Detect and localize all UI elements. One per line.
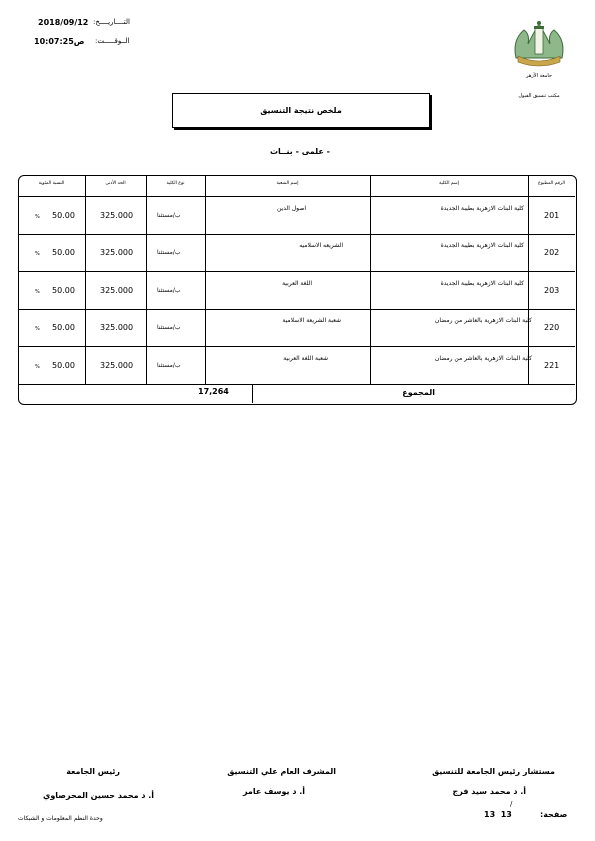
row-percent-sign: % — [35, 251, 40, 257]
page-separator: / — [510, 800, 513, 808]
col-divider — [370, 175, 371, 384]
unit-name: وحدة النظم المعلومات و الشبكات — [18, 815, 103, 822]
page-number — [484, 810, 512, 819]
col-divider — [85, 175, 86, 384]
row-divider — [18, 384, 575, 385]
signature-title: رئيس الجامعة — [66, 767, 120, 776]
total-label: المجموع — [402, 388, 435, 397]
row-type: ب/مستثنا — [157, 287, 181, 294]
row-college: كلية البنات الازهرية بطيبة الجديدة — [440, 280, 524, 287]
row-min: 325.000 — [100, 248, 134, 257]
date-value: 2018/09/12 — [38, 18, 89, 27]
page-total: 13 — [484, 810, 496, 819]
signature-name: أ. د يوسف عامر — [242, 787, 305, 796]
row-division: شعبة الشريعة الاسلامية — [282, 317, 341, 324]
col-divider — [146, 175, 147, 384]
report-subtitle: - علمى - بنــات — [270, 147, 330, 156]
row-type: ب/مستثنا — [157, 212, 181, 219]
row-divider — [18, 346, 575, 347]
row-min: 325.000 — [100, 361, 134, 370]
row-divider — [18, 271, 575, 272]
row-code: 202 — [544, 248, 560, 257]
row-divider — [18, 309, 575, 310]
row-percent: 50.00 — [52, 248, 75, 257]
time-label: الــوقـــــت: — [95, 37, 130, 45]
row-min: 325.000 — [100, 323, 134, 332]
header-code: الرقم المطبوع — [538, 181, 565, 186]
row-min: 325.000 — [100, 211, 134, 220]
row-percent: 50.00 — [52, 323, 75, 332]
row-division: اللغة العربية — [282, 280, 312, 287]
signature-name: أ. د محمد حسين المحرصاوي — [43, 791, 154, 800]
row-percent-sign: % — [35, 326, 40, 332]
total-divider — [252, 384, 253, 403]
row-percent: 50.00 — [52, 361, 75, 370]
row-college: كلية البنات الازهرية بطيبة الجديدة — [440, 205, 524, 212]
row-college: كلية البنات الازهرية بالعاشر من رمضان — [434, 355, 532, 362]
row-type: ب/مستثنا — [157, 324, 181, 331]
row-percent-sign: % — [35, 364, 40, 370]
row-code: 220 — [544, 323, 560, 332]
row-code: 221 — [544, 361, 560, 370]
logo-caption-1: جامعة الأزهر — [525, 73, 553, 79]
row-percent-sign: % — [35, 214, 40, 220]
signature-title: المشرف العام علي التنسيق — [227, 767, 336, 776]
logo-caption-2: مكتب تنسيق القبول — [518, 93, 560, 99]
signature-title: مستشار رئيس الجامعة للتنسيق — [432, 767, 555, 776]
row-college: كلية البنات الازهرية بالعاشر من رمضان — [434, 317, 532, 324]
page-current: 13 — [500, 810, 512, 819]
row-code: 203 — [544, 286, 560, 295]
row-type: ب/مستثنا — [157, 249, 181, 256]
row-min: 325.000 — [100, 286, 134, 295]
row-division: شعبة اللغة العربية — [283, 355, 328, 362]
header-type: نوع الكلية — [166, 181, 185, 186]
time-value: ص10:07:25 — [34, 37, 85, 46]
row-divider — [18, 234, 575, 235]
col-divider — [205, 175, 206, 384]
row-percent-sign: % — [35, 289, 40, 295]
header-min: الحد الأدنى — [105, 181, 126, 186]
row-percent: 50.00 — [52, 211, 75, 220]
col-divider — [528, 175, 529, 384]
header-divider — [18, 196, 575, 197]
emblem-icon — [510, 18, 568, 70]
row-division: اصول الدين — [276, 205, 306, 212]
header-division: إسم الشعبة — [276, 181, 299, 186]
report-title-text: ملخص نتيجة التنسيق — [260, 106, 342, 115]
page-label: صفحة: — [540, 810, 568, 819]
row-college: كلية البنات الازهرية بطيبة الجديدة — [440, 242, 524, 249]
row-type: ب/مستثنا — [157, 362, 181, 369]
signature-name: أ. د محمد سيد فرج — [452, 787, 526, 796]
report-title — [172, 93, 430, 128]
header-college: إسم الكلية — [439, 181, 459, 186]
date-label: التــــاريــــخ: — [93, 18, 130, 26]
row-percent: 50.00 — [52, 286, 75, 295]
row-code: 201 — [544, 211, 560, 220]
university-emblem — [510, 18, 568, 70]
header-percent: النسبة المئوية — [38, 181, 65, 186]
total-value: 17,264 — [198, 387, 229, 396]
row-division: الشريعه الاسلاميه — [299, 242, 343, 249]
